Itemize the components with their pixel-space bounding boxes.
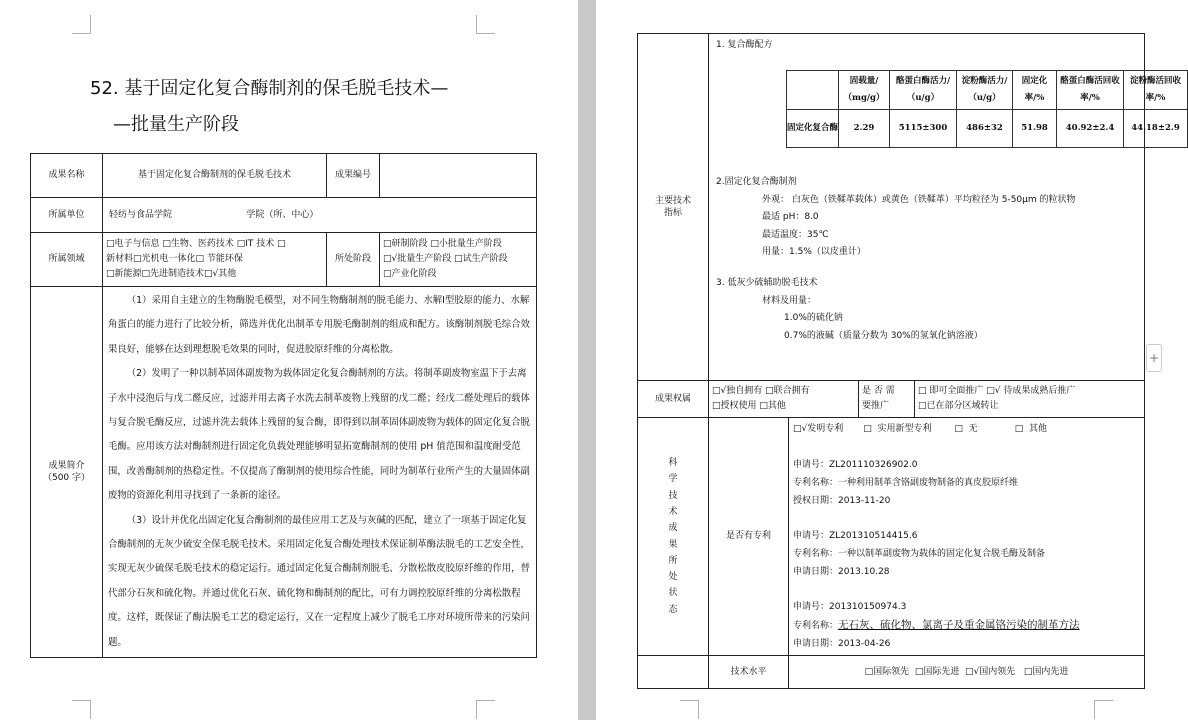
- status-char: 科: [668, 458, 678, 469]
- comp-value-cell: 486±32: [957, 110, 1013, 148]
- number-value: [380, 154, 537, 198]
- intro-paragraph: （3）设计并优化出固定化复合酶制剂的最佳应用工艺及与灰碱的匹配，建立了一项基于固定化复合酶制剂的无灰少硫安全保毛脱毛技术。采用固定化复合酶处理技术保证制革酶法脱毛的工艺安全性，实现无灰少硫保毛脱毛技术的稳定运行。通过固定化复合酶制剂脱毛、分散松散皮胶原纤维的作用，替代部分石灰和硫化物。并通过优化石灰、硫化物和酶制剂的配比，可有力调控胶原纤维的分离松散程度。这样，既保证了酶法脱毛工艺的稳定运行，又在一定程度上减少了脱毛工序对环境所带来的污染问题。: [108, 514, 530, 648]
- patent-name: [793, 616, 1140, 635]
- main-tech-label-line1: 主要技术: [654, 195, 691, 206]
- comp-header-cell: 酪蛋白酶活力/（u/g）: [890, 71, 957, 110]
- unit-value: 轻纺与食品学院 学院（所、中心）: [103, 198, 537, 233]
- main-tech-label: [638, 34, 709, 381]
- page-left: [0, 0, 578, 720]
- patent-content: [789, 418, 1145, 656]
- patent-date: 授权日期：2013-11-20: [793, 496, 891, 506]
- doc-title-line2: —批量生产阶段: [113, 114, 239, 135]
- promo-label: [859, 381, 915, 418]
- intro-label-line2: （500 字）: [42, 473, 91, 484]
- patent-date: 申请日期：2013.10.28: [793, 567, 890, 577]
- patent-label: 是否有专利: [709, 418, 789, 656]
- section2-line: 最适 pH：8.0: [762, 212, 819, 222]
- comp-value-cell: 40.92±2.4: [1057, 110, 1124, 148]
- section1-title: 1. 复合酶配方: [716, 40, 773, 50]
- patent-name-prefix: 专利名称：: [793, 621, 839, 631]
- add-button[interactable]: +: [1146, 344, 1162, 372]
- status-char: 果: [668, 539, 678, 550]
- field-line: 新材料□光机电一体化□ 节能环保: [106, 254, 243, 264]
- status-char: 学: [668, 474, 678, 485]
- main-tech-content: [709, 34, 1181, 381]
- promo-label-line: 要推广: [862, 401, 890, 411]
- doc-title-line1: 52. 基于固定化复合酶制剂的保毛脱毛技术—: [90, 78, 449, 99]
- tech-level-options: □国际领先 □国际先进 □√国内领先 □国内先进: [789, 656, 1145, 689]
- main-tech-label-line2: 指标: [663, 208, 682, 218]
- section3-line: 1.0%的硫化钠: [784, 313, 843, 323]
- field-label: 所属领域: [31, 233, 103, 287]
- comp-header-cell: 淀粉酶活力/（u/g）: [957, 71, 1013, 110]
- achievement-table: [30, 153, 537, 658]
- comp-value-cell: 44.18±2.9: [1124, 110, 1188, 148]
- section2-line: 外观： 白灰色（铁鞣革载体）或黄色（铁鞣革）平均粒径为 5-50μm 的粒状物: [762, 194, 1076, 205]
- section2-title: 2.固定化复合酶制剂: [716, 177, 797, 187]
- comp-header-cell: [787, 71, 839, 110]
- field-options: [103, 233, 327, 287]
- comp-header-cell: 固定化率/%: [1013, 71, 1057, 110]
- section3-materials: 材料及用量：: [762, 295, 817, 306]
- patent-no: 申请号：ZL201110326902.0: [793, 460, 918, 470]
- rights-line: □授权使用 □其他: [712, 401, 786, 411]
- section3-title: 3. 低灰少硫辅助脱毛技术: [716, 278, 818, 288]
- stage-label: 所处阶段: [327, 233, 380, 287]
- intro-paragraph: （2）发明了一种以制革固体副废物为载体固定化复合酶制剂的方法。将制革副废物室温下于去离子水中浸泡后与戊二醛反应，过滤并用去离子水洗去制革废物上残留的戊二醛；经戊二醛处理后的载体与复合脱毛酶反应，过滤并洗去载体上残留的复合酶，即得到以制革固体副废物为载体的固定化复合脱毛酶。应用该方法对酶制剂进行固定化负载处理能够明显拓宽酶制剂的使用 pH 值范围和温度耐受范围，改善酶制剂的热稳定性。不仅提高了酶制剂的使用综合性能，同时为制革行业所产生的大量固体副废物的资源化利用寻找到了一条新的途径。: [108, 368, 530, 502]
- comp-row-label: 固定化复合酶: [787, 110, 839, 148]
- comp-header-cell: 固载量/（mg/g）: [839, 71, 890, 110]
- status-char: 态: [668, 604, 678, 615]
- name-value: 基于固定化复合酶制剂的保毛脱毛技术: [103, 154, 327, 198]
- stage-line: □√批量生产阶段 □试生产阶段: [383, 254, 508, 264]
- status-char: 技: [668, 490, 678, 501]
- status-chars: [641, 455, 705, 618]
- rights-options: [709, 381, 859, 418]
- crop-mark: [72, 15, 91, 34]
- patent-name-underlined: 无石灰、硫化物、氯离子及重金属铬污染的制革方法: [838, 619, 1080, 631]
- tech-level-empty: [638, 656, 709, 689]
- promo-label-line: 是 否 需: [862, 386, 895, 396]
- comp-header-cell: 酪蛋白酶活回收率/%: [1057, 71, 1124, 110]
- patent-date: 申请日期：2013-04-26: [793, 639, 891, 649]
- comp-value-cell: 5115±300: [890, 110, 957, 148]
- field-line: □电子与信息 □生物、医药技术 □IT 技术 □: [106, 239, 286, 249]
- section3: [716, 275, 983, 345]
- rights-line: □√独自拥有 □联合拥有: [712, 386, 810, 396]
- comp-value-cell: 2.29: [839, 110, 890, 148]
- promo-line: □已在部分区域转让: [918, 401, 999, 411]
- intro-label-line1: 成果简介: [48, 460, 85, 471]
- status-label: [638, 418, 709, 656]
- intro-text: [103, 287, 537, 658]
- comp-header-cell: 淀粉酶活回收率/%: [1124, 71, 1188, 110]
- section2-line: 最适温度：35℃: [762, 229, 829, 240]
- stage-line: □产业化阶段: [383, 269, 437, 279]
- section2: [716, 174, 1076, 262]
- rights-label: 成果权属: [638, 381, 709, 418]
- number-label: 成果编号: [327, 154, 380, 198]
- stage-options: [380, 233, 537, 287]
- crop-mark: [476, 15, 495, 34]
- comp-value-cell: 51.98: [1013, 110, 1057, 148]
- crop-mark: [476, 700, 495, 719]
- section3-line: 0.7%的液碱（质量分数为 30%的氢氧化钠溶液）: [784, 330, 983, 341]
- status-char: 成: [668, 523, 678, 534]
- status-char: 术: [668, 506, 678, 517]
- intro-label: [31, 287, 103, 658]
- patent-name: 专利名称：一种利用制革含铬副废物制备的真皮胶原纤维: [793, 478, 1019, 488]
- section2-line: 用量：1.5%（以皮重计）: [762, 247, 866, 257]
- patent-no: 申请号：201310150974.3: [793, 602, 907, 612]
- field-line: □新能源□先进制造技术□√其他: [106, 269, 237, 279]
- tech-table: [637, 33, 1181, 689]
- name-label: 成果名称: [31, 154, 103, 198]
- crop-mark: [72, 700, 91, 719]
- promo-options: [915, 381, 1145, 418]
- composition-table: [786, 70, 1188, 148]
- crop-mark: [680, 700, 699, 719]
- status-char: 处: [668, 572, 678, 583]
- intro-paragraph: （1）采用自主建立的生物酶脱毛模型，对不同生物酶制剂的脱毛能力、水解Ⅰ型胶原的能力、水解角蛋白的能力进行了比较分析，筛选并优化出制革专用脱毛酶制剂的组成和配方。该酶制剂脱毛综合效果良好，能够在达到理想脱毛效果的同时，促进胶原纤维的分离松散。: [108, 295, 530, 355]
- stage-line: □研制阶段 □小批量生产阶段: [383, 239, 502, 249]
- patent-no: 申请号：ZL201310514415.6: [793, 531, 918, 541]
- promo-line: □ 即可全面推广 □√ 待成果成熟后推广: [918, 386, 1076, 396]
- crop-mark: [1094, 700, 1113, 719]
- patent-type: □√发明专利 □ 实用新型专利 □ 无 □ 其他: [793, 424, 1048, 434]
- status-char: 所: [668, 555, 678, 566]
- status-char: 状: [668, 588, 678, 599]
- tech-level-label: 技术水平: [709, 656, 789, 689]
- unit-label: 所属单位: [31, 198, 103, 233]
- patent-name: 专利名称：一种以制革副废物为载体的固定化复合脱毛酶及制备: [793, 549, 1046, 559]
- page-gap: [578, 0, 596, 720]
